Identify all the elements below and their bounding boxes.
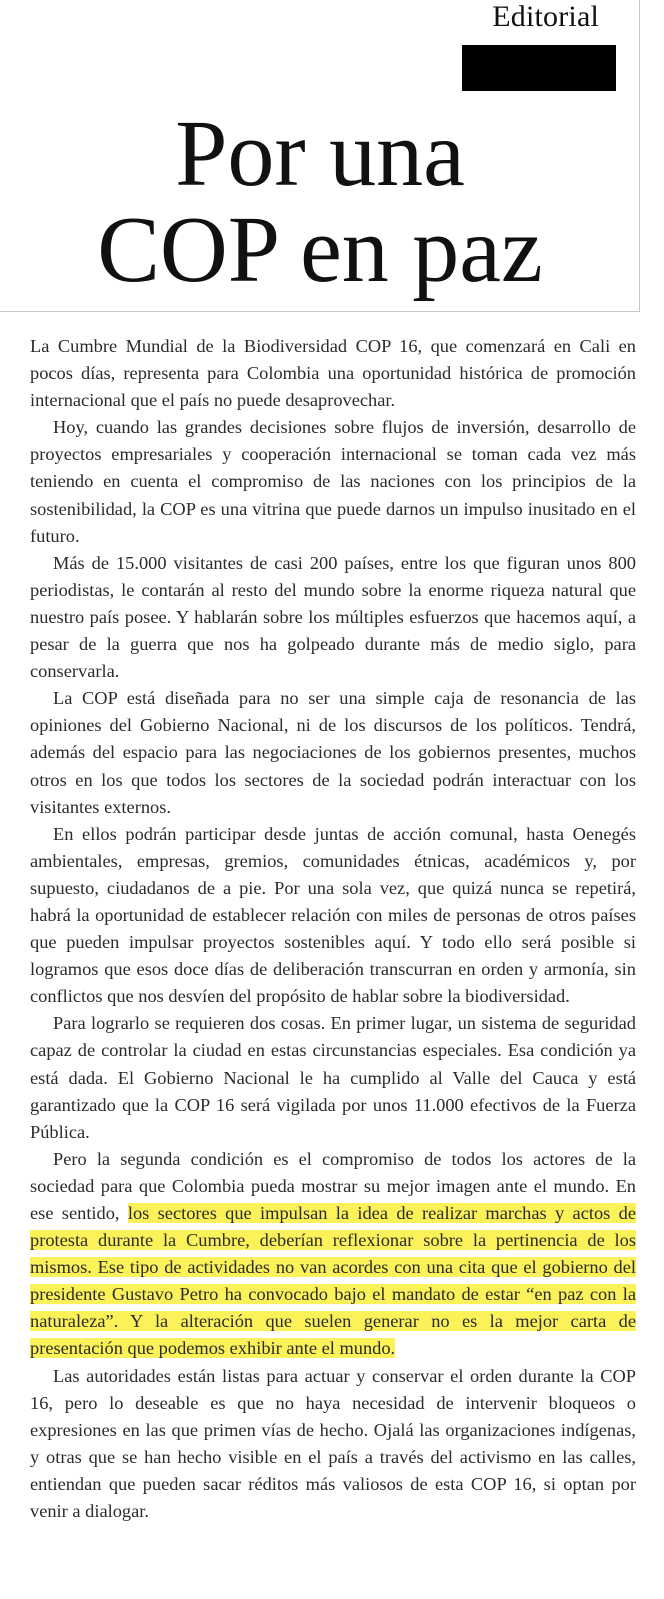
paragraph-6: Para lograrlo se requieren dos cosas. En primer lugar, un sistema de seguridad capaz de controlar la ciudad en estas circunstancias especiales. Esa condición ya está dada. El Gobierno Nacional le ha cumplido al Valle del Cauca y está garantizado que la COP 16 será vigilada por unos 11.000 efectivos de la Fuerza Pública. — [30, 1013, 636, 1142]
paragraph-4: La COP está diseñada para no ser una simple caja de resonancia de las opiniones del Gobierno Nacional, ni de los discursos de los políticos. Tendrá, además del espacio para las negociaciones de los gobiernos presentes, muchos otros en los que todos los sectores de la sociedad podrán interactuar con los visitantes externos. — [30, 688, 636, 817]
paragraph-8: Las autoridades están listas para actuar y conservar el orden durante la COP 16, pero lo deseable es que no haya necesidad de intervenir bloqueos o expresiones en las que primen vías de hecho. Ojalá las organizaciones indígenas, y otras que se han hecho visible en el país a través del activismo en las calles, entiendan que pueden sacar réditos más valiosos de esta COP 16, si optan por venir a dialogar. — [30, 1365, 636, 1522]
paragraph-3: Más de 15.000 visitantes de casi 200 países, entre los que figuran unos 800 periodistas, le contarán al resto del mundo sobre la enorme riqueza natural que nuestro país posee. Y hablarán sobre los múltiples esfuerzos que hacemos aquí, a pesar de la guerra que nos ha golpeado durante más de medio siglo, para conservarla. — [30, 552, 636, 682]
highlighted-passage: los sectores que impulsan la idea de realizar marchas y actos de protesta durante la Cumbre, deberían reflexionar sobre la pertinencia de los mismos. Ese tipo de actividades no van acordes con una cita que el gobierno del presidente Gustavo Petro ha convocado bajo el mandato de estar “en paz con la naturaleza”. Y la alteración que suelen generar no es la mejor carta de presentación que podemos exhibir ante el mundo. — [30, 1203, 636, 1359]
article-body — [30, 333, 636, 1525]
headline — [0, 102, 640, 302]
paragraph-7 — [30, 1146, 636, 1363]
paragraph-1: La Cumbre Mundial de la Biodiversidad COP 16, que comenzará en Cali en pocos días, representa para Colombia una oportunidad histórica de promoción internacional que el país no puede desaprovechar. — [30, 336, 636, 411]
section-label: Editorial — [492, 0, 599, 33]
paragraph-2: Hoy, cuando las grandes decisiones sobre flujos de inversión, desarrollo de proyectos empresariales y cooperación internacional se toman cada vez más teniendo en cuenta el compromiso de las naciones con los principios de la sostenibilidad, la COP es una vitrina que puede darnos un impulso inusitado en el futuro. — [30, 417, 636, 546]
editorial-header — [0, 0, 640, 312]
headline-line-1: Por una — [175, 102, 465, 206]
paragraph-5: En ellos podrán participar desde juntas de acción comunal, hasta Oenegés ambientales, empresas, gremios, comunidades étnicas, académicos y, por supuesto, ciudadanos de a pie. Por una sola vez, que quizá nunca se repetirá, habrá la oportunidad de establecer relación con miles de personas de otros países que pueden impulsar proyectos sostenibles aquí. Y todo ello será posible si logramos que esos doce días de deliberación transcurran en orden y armonía, sin conflictos que nos desvíen del propósito de hablar sobre la biodiversidad. — [30, 823, 636, 1007]
headline-line-2: COP en paz — [97, 198, 543, 302]
redaction-bar — [462, 45, 616, 91]
paragraph-7-start: Pero la segunda condición es el compromiso de todos los actores de la sociedad para que Colombia pueda mostrar su mejor imagen ante el mundo. En ese sentido, — [30, 1148, 636, 1223]
